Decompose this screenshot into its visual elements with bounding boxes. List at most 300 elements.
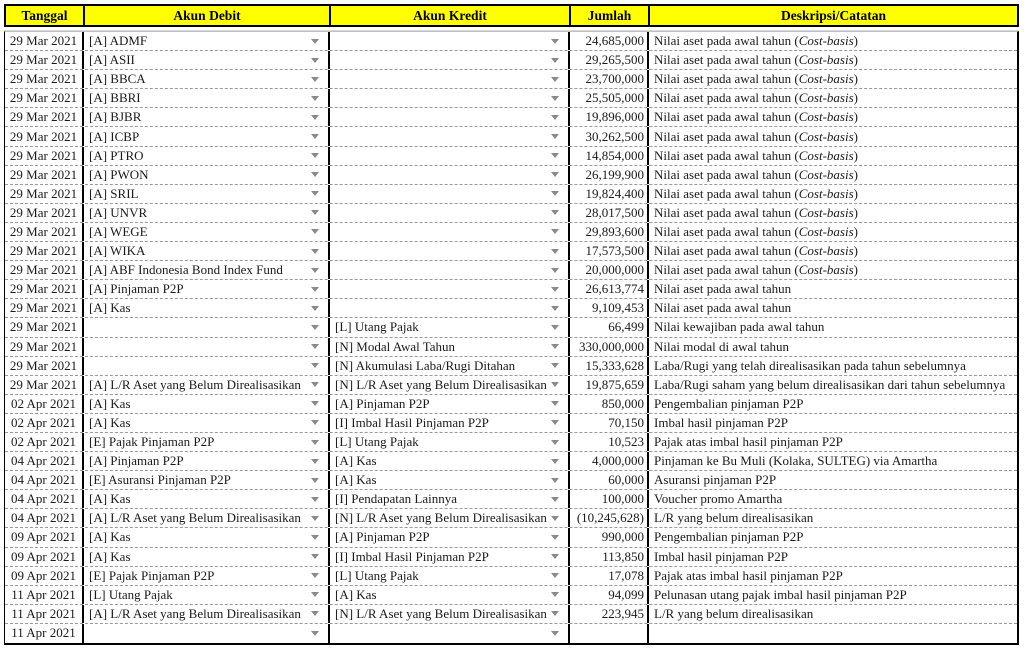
deskripsi-cell[interactable]	[649, 586, 1017, 604]
dropdown-arrow-icon[interactable]	[551, 344, 559, 349]
dropdown-arrow-icon[interactable]	[551, 249, 559, 254]
tanggal-cell[interactable]: 29 Mar 2021	[5, 108, 84, 126]
akun-debit-cell[interactable]	[84, 548, 330, 566]
dropdown-arrow-icon[interactable]	[311, 554, 319, 559]
jumlah-cell[interactable]: 10,523	[570, 433, 649, 451]
deskripsi-text: Pelunasan utang pajak imbal hasil pinjaman P2P	[654, 586, 907, 602]
akun-debit-cell[interactable]	[84, 108, 330, 126]
tanggal-cell[interactable]: 11 Apr 2021	[5, 624, 84, 643]
deskripsi-text: Nilai aset pada awal tahun (	[654, 223, 799, 239]
table-row	[5, 490, 1017, 509]
dropdown-arrow-icon[interactable]	[311, 440, 319, 445]
dropdown-arrow-icon[interactable]	[311, 191, 319, 196]
table-row	[5, 261, 1017, 280]
table-row	[5, 624, 1017, 643]
table-row	[5, 395, 1017, 414]
akun-debit-cell[interactable]	[84, 261, 330, 279]
dropdown-arrow-icon[interactable]	[311, 497, 319, 502]
akun-kredit-cell[interactable]	[330, 605, 570, 623]
akun-debit-cell[interactable]	[84, 471, 330, 489]
deskripsi-cell[interactable]	[649, 509, 1017, 527]
akun-kredit-cell[interactable]	[330, 452, 570, 470]
akun-kredit-cell[interactable]	[330, 567, 570, 585]
dropdown-arrow-icon[interactable]	[311, 96, 319, 101]
jumlah-cell[interactable]: 26,199,900	[570, 166, 649, 184]
deskripsi-text: Cost-basis	[798, 166, 854, 182]
table-row	[5, 299, 1017, 318]
tanggal-cell[interactable]: 29 Mar 2021	[5, 376, 84, 394]
tanggal-cell[interactable]: 04 Apr 2021	[5, 452, 84, 470]
jumlah-cell[interactable]: 20,000,000	[570, 261, 649, 279]
akun-kredit-cell[interactable]	[330, 414, 570, 432]
jumlah-cell[interactable]: 113,850	[570, 548, 649, 566]
table-row	[5, 318, 1017, 337]
deskripsi-text: Cost-basis	[798, 52, 854, 68]
akun-kredit-cell-value: [I] Imbal Hasil Pinjaman P2P	[335, 414, 489, 430]
dropdown-arrow-icon[interactable]	[551, 516, 559, 521]
akun-kredit-cell[interactable]	[330, 624, 570, 643]
dropdown-arrow-icon[interactable]	[551, 325, 559, 330]
jumlah-cell[interactable]: 9,109,453	[570, 299, 649, 317]
dropdown-arrow-icon[interactable]	[551, 115, 559, 120]
table-row	[5, 147, 1017, 166]
deskripsi-cell[interactable]	[649, 261, 1017, 279]
column-header-jumlah: Jumlah	[571, 6, 650, 25]
deskripsi-cell[interactable]	[649, 147, 1017, 165]
dropdown-arrow-icon[interactable]	[551, 39, 559, 44]
akun-debit-cell[interactable]	[84, 567, 330, 585]
akun-debit-cell[interactable]	[84, 357, 330, 375]
dropdown-arrow-icon[interactable]	[551, 382, 559, 387]
deskripsi-text: Nilai aset pada awal tahun (	[654, 147, 799, 163]
akun-debit-cell-value: [A] Kas	[89, 548, 131, 564]
akun-debit-cell-value: [E] Pajak Pinjaman P2P	[89, 434, 215, 450]
tanggal-cell[interactable]: 29 Mar 2021	[5, 127, 84, 145]
dropdown-arrow-icon[interactable]	[311, 306, 319, 311]
deskripsi-cell[interactable]	[649, 433, 1017, 451]
jumlah-cell[interactable]: 29,893,600	[570, 223, 649, 241]
akun-kredit-cell[interactable]	[330, 147, 570, 165]
akun-kredit-cell[interactable]	[330, 318, 570, 336]
dropdown-arrow-icon[interactable]	[311, 229, 319, 234]
dropdown-arrow-icon[interactable]	[551, 134, 559, 139]
deskripsi-text: Nilai aset pada awal tahun (	[654, 71, 799, 87]
akun-kredit-cell[interactable]	[330, 204, 570, 222]
tanggal-cell[interactable]: 02 Apr 2021	[5, 433, 84, 451]
jumlah-cell[interactable]: 17,573,500	[570, 242, 649, 260]
dropdown-arrow-icon[interactable]	[551, 363, 559, 368]
tanggal-cell[interactable]: 09 Apr 2021	[5, 548, 84, 566]
akun-kredit-cell[interactable]	[330, 586, 570, 604]
jumlah-cell[interactable]: 850,000	[570, 395, 649, 413]
akun-kredit-cell-value: [N] L/R Aset yang Belum Direalisasikan	[335, 605, 547, 621]
jumlah-cell[interactable]: 4,000,000	[570, 452, 649, 470]
deskripsi-cell[interactable]	[649, 471, 1017, 489]
table-row	[5, 338, 1017, 357]
akun-debit-cell-value: [A] Kas	[89, 414, 131, 430]
deskripsi-cell[interactable]	[649, 223, 1017, 241]
dropdown-arrow-icon[interactable]	[551, 497, 559, 502]
deskripsi-text: )	[853, 71, 858, 87]
dropdown-arrow-icon[interactable]	[311, 153, 319, 158]
jumlah-cell[interactable]: 66,499	[570, 318, 649, 336]
dropdown-arrow-icon[interactable]	[551, 58, 559, 63]
akun-debit-cell-value: [A] Kas	[89, 300, 131, 316]
akun-debit-cell[interactable]	[84, 89, 330, 107]
table-row	[5, 357, 1017, 376]
akun-kredit-cell[interactable]	[330, 395, 570, 413]
tanggal-cell[interactable]: 02 Apr 2021	[5, 414, 84, 432]
dropdown-arrow-icon[interactable]	[311, 573, 319, 578]
deskripsi-cell[interactable]	[649, 51, 1017, 69]
deskripsi-cell[interactable]	[649, 357, 1017, 375]
akun-kredit-cell[interactable]	[330, 242, 570, 260]
akun-debit-cell-value: [A] L/R Aset yang Belum Direalisasikan	[89, 510, 301, 526]
tanggal-cell[interactable]: 09 Apr 2021	[5, 567, 84, 585]
akun-kredit-cell[interactable]	[330, 299, 570, 317]
jumlah-cell[interactable]: 25,505,000	[570, 89, 649, 107]
akun-debit-cell[interactable]	[84, 624, 330, 643]
akun-kredit-cell[interactable]	[330, 471, 570, 489]
tanggal-cell[interactable]: 29 Mar 2021	[5, 204, 84, 222]
akun-kredit-cell[interactable]	[330, 32, 570, 50]
deskripsi-cell[interactable]	[649, 395, 1017, 413]
akun-kredit-cell[interactable]	[330, 51, 570, 69]
tanggal-cell[interactable]: 29 Mar 2021	[5, 32, 84, 50]
akun-kredit-cell-value: [L] Utang Pajak	[335, 319, 419, 335]
deskripsi-cell[interactable]	[649, 452, 1017, 470]
tanggal-cell[interactable]: 29 Mar 2021	[5, 89, 84, 107]
dropdown-arrow-icon[interactable]	[551, 535, 559, 540]
deskripsi-text: Nilai modal di awal tahun	[654, 338, 790, 354]
tanggal-cell[interactable]: 29 Mar 2021	[5, 185, 84, 203]
deskripsi-text: )	[853, 166, 858, 182]
akun-kredit-cell-value: [L] Utang Pajak	[335, 567, 419, 583]
dropdown-arrow-icon[interactable]	[551, 306, 559, 311]
table-row	[5, 108, 1017, 127]
dropdown-arrow-icon[interactable]	[311, 115, 319, 120]
table-row	[5, 433, 1017, 452]
dropdown-arrow-icon[interactable]	[551, 478, 559, 483]
table-row	[5, 185, 1017, 204]
akun-kredit-cell[interactable]	[330, 376, 570, 394]
akun-debit-cell[interactable]	[84, 490, 330, 508]
akun-debit-cell-value: [A] PWON	[89, 166, 149, 182]
akun-debit-cell[interactable]	[84, 433, 330, 451]
akun-kredit-cell[interactable]	[330, 261, 570, 279]
akun-debit-cell[interactable]	[84, 509, 330, 527]
dropdown-arrow-icon[interactable]	[311, 58, 319, 63]
tanggal-cell[interactable]: 09 Apr 2021	[5, 528, 84, 546]
akun-debit-cell[interactable]	[84, 414, 330, 432]
deskripsi-text: Nilai aset pada awal tahun (	[654, 52, 799, 68]
tanggal-cell[interactable]: 04 Apr 2021	[5, 509, 84, 527]
deskripsi-text: Cost-basis	[798, 90, 854, 106]
deskripsi-cell[interactable]	[649, 528, 1017, 546]
tanggal-cell[interactable]: 29 Mar 2021	[5, 147, 84, 165]
deskripsi-cell[interactable]	[649, 89, 1017, 107]
jumlah-cell[interactable]: (10,245,628)	[570, 509, 649, 527]
akun-debit-cell-value: [E] Asuransi Pinjaman P2P	[89, 472, 231, 488]
dropdown-arrow-icon[interactable]	[551, 573, 559, 578]
deskripsi-cell[interactable]	[649, 567, 1017, 585]
tanggal-cell[interactable]: 04 Apr 2021	[5, 490, 84, 508]
dropdown-arrow-icon[interactable]	[311, 134, 319, 139]
jumlah-cell[interactable]: 19,875,659	[570, 376, 649, 394]
jumlah-cell[interactable]: 19,824,400	[570, 185, 649, 203]
akun-kredit-cell[interactable]	[330, 166, 570, 184]
dropdown-arrow-icon[interactable]	[551, 420, 559, 425]
dropdown-arrow-icon[interactable]	[311, 344, 319, 349]
deskripsi-text: Pengembalian pinjaman P2P	[654, 529, 804, 545]
dropdown-arrow-icon[interactable]	[311, 535, 319, 540]
tanggal-cell[interactable]: 29 Mar 2021	[5, 242, 84, 260]
deskripsi-cell[interactable]	[649, 70, 1017, 88]
deskripsi-cell[interactable]	[649, 108, 1017, 126]
akun-debit-cell[interactable]	[84, 280, 330, 298]
akun-kredit-cell[interactable]	[330, 127, 570, 145]
dropdown-arrow-icon[interactable]	[311, 77, 319, 82]
dropdown-arrow-icon[interactable]	[311, 516, 319, 521]
dropdown-arrow-icon[interactable]	[551, 592, 559, 597]
akun-debit-cell[interactable]	[84, 127, 330, 145]
deskripsi-cell[interactable]	[649, 605, 1017, 623]
akun-debit-cell[interactable]	[84, 528, 330, 546]
akun-debit-cell[interactable]	[84, 299, 330, 317]
dropdown-arrow-icon[interactable]	[311, 420, 319, 425]
akun-kredit-cell[interactable]	[330, 338, 570, 356]
akun-debit-cell[interactable]	[84, 223, 330, 241]
akun-kredit-cell[interactable]	[330, 108, 570, 126]
akun-debit-cell[interactable]	[84, 51, 330, 69]
deskripsi-cell[interactable]	[649, 490, 1017, 508]
jumlah-cell[interactable]: 14,854,000	[570, 147, 649, 165]
akun-debit-cell-value: [A] SRIL	[89, 185, 139, 201]
deskripsi-text: )	[853, 52, 858, 68]
table-row	[5, 376, 1017, 395]
deskripsi-cell[interactable]	[649, 414, 1017, 432]
dropdown-arrow-icon[interactable]	[551, 153, 559, 158]
akun-debit-cell[interactable]	[84, 452, 330, 470]
dropdown-arrow-icon[interactable]	[551, 210, 559, 215]
tanggal-cell[interactable]: 29 Mar 2021	[5, 280, 84, 298]
deskripsi-text: Nilai aset pada awal tahun (	[654, 166, 799, 182]
akun-kredit-cell-value: [A] Kas	[335, 586, 377, 602]
akun-debit-cell[interactable]	[84, 204, 330, 222]
tanggal-cell[interactable]: 29 Mar 2021	[5, 357, 84, 375]
akun-debit-cell-value: [A] Kas	[89, 529, 131, 545]
akun-debit-cell[interactable]	[84, 376, 330, 394]
jumlah-cell[interactable]: 15,333,628	[570, 357, 649, 375]
deskripsi-text: Imbal hasil pinjaman P2P	[654, 548, 788, 564]
dropdown-arrow-icon[interactable]	[551, 287, 559, 292]
deskripsi-cell[interactable]	[649, 185, 1017, 203]
dropdown-arrow-icon[interactable]	[311, 172, 319, 177]
dropdown-arrow-icon[interactable]	[311, 478, 319, 483]
akun-kredit-cell[interactable]	[330, 357, 570, 375]
deskripsi-cell[interactable]	[649, 242, 1017, 260]
akun-kredit-cell[interactable]	[330, 433, 570, 451]
deskripsi-text: Nilai aset pada awal tahun (	[654, 204, 799, 220]
tanggal-cell[interactable]: 04 Apr 2021	[5, 471, 84, 489]
column-header-deskripsi: Deskripsi/Catatan	[780, 8, 886, 23]
akun-debit-cell[interactable]	[84, 70, 330, 88]
jumlah-cell[interactable]: 19,896,000	[570, 108, 649, 126]
deskripsi-text: Nilai kewajiban pada awal tahun	[654, 319, 825, 335]
tanggal-cell[interactable]: 02 Apr 2021	[5, 395, 84, 413]
deskripsi-text: Cost-basis	[798, 223, 854, 239]
tanggal-cell[interactable]: 29 Mar 2021	[5, 338, 84, 356]
dropdown-arrow-icon[interactable]	[551, 96, 559, 101]
deskripsi-text: Cost-basis	[798, 243, 854, 259]
deskripsi-text: )	[853, 128, 858, 144]
jumlah-cell[interactable]: 24,685,000	[570, 32, 649, 50]
deskripsi-cell[interactable]	[649, 299, 1017, 317]
dropdown-arrow-icon[interactable]	[551, 229, 559, 234]
deskripsi-cell[interactable]	[649, 338, 1017, 356]
akun-debit-cell[interactable]	[84, 166, 330, 184]
dropdown-arrow-icon[interactable]	[311, 363, 319, 368]
dropdown-arrow-icon[interactable]	[311, 401, 319, 406]
dropdown-arrow-icon[interactable]	[551, 631, 559, 636]
dropdown-arrow-icon[interactable]	[311, 39, 319, 44]
dropdown-arrow-icon[interactable]	[311, 382, 319, 387]
jumlah-cell[interactable]: 94,099	[570, 586, 649, 604]
dropdown-arrow-icon[interactable]	[311, 459, 319, 464]
tanggal-cell[interactable]: 29 Mar 2021	[5, 70, 84, 88]
akun-debit-cell[interactable]	[84, 147, 330, 165]
jumlah-cell[interactable]: 60,000	[570, 471, 649, 489]
akun-debit-cell[interactable]	[84, 395, 330, 413]
deskripsi-text: Pajak atas imbal hasil pinjaman P2P	[654, 567, 843, 583]
akun-kredit-cell[interactable]	[330, 89, 570, 107]
jumlah-cell[interactable]: 30,262,500	[570, 127, 649, 145]
dropdown-arrow-icon[interactable]	[551, 611, 559, 616]
tanggal-cell[interactable]: 29 Mar 2021	[5, 318, 84, 336]
table-row	[5, 32, 1017, 51]
jumlah-cell[interactable]: 26,613,774	[570, 280, 649, 298]
deskripsi-cell[interactable]	[649, 32, 1017, 50]
deskripsi-text: )	[853, 243, 858, 259]
dropdown-arrow-icon[interactable]	[551, 459, 559, 464]
dropdown-arrow-icon[interactable]	[311, 268, 319, 273]
table-row	[5, 509, 1017, 528]
deskripsi-text: )	[853, 109, 858, 125]
akun-debit-cell-value: [A] L/R Aset yang Belum Direalisasikan	[89, 376, 301, 392]
deskripsi-text: Imbal hasil pinjaman P2P	[654, 414, 788, 430]
jumlah-cell[interactable]: 29,265,500	[570, 51, 649, 69]
akun-debit-cell-value: [A] BBCA	[89, 71, 146, 87]
deskripsi-text: )	[853, 33, 858, 49]
tanggal-cell[interactable]: 11 Apr 2021	[5, 586, 84, 604]
table-row	[5, 223, 1017, 242]
deskripsi-cell[interactable]	[649, 376, 1017, 394]
dropdown-arrow-icon[interactable]	[311, 249, 319, 254]
jumlah-cell[interactable]	[570, 624, 649, 643]
deskripsi-text: Cost-basis	[798, 204, 854, 220]
akun-debit-cell[interactable]	[84, 32, 330, 50]
dropdown-arrow-icon[interactable]	[551, 401, 559, 406]
deskripsi-cell[interactable]	[649, 127, 1017, 145]
akun-debit-cell-value: [A] UNVR	[89, 204, 148, 220]
jumlah-cell[interactable]: 990,000	[570, 528, 649, 546]
akun-kredit-cell[interactable]	[330, 528, 570, 546]
tanggal-cell[interactable]: 29 Mar 2021	[5, 51, 84, 69]
akun-debit-cell-value: [A] Kas	[89, 395, 131, 411]
dropdown-arrow-icon[interactable]	[311, 325, 319, 330]
deskripsi-text: Nilai aset pada awal tahun	[654, 281, 792, 297]
jumlah-cell[interactable]: 28,017,500	[570, 204, 649, 222]
akun-kredit-cell[interactable]	[330, 548, 570, 566]
dropdown-arrow-icon[interactable]	[551, 554, 559, 559]
dropdown-arrow-icon[interactable]	[551, 191, 559, 196]
tanggal-cell[interactable]: 29 Mar 2021	[5, 223, 84, 241]
table-row	[5, 548, 1017, 567]
jumlah-cell[interactable]: 100,000	[570, 490, 649, 508]
tanggal-cell[interactable]: 11 Apr 2021	[5, 605, 84, 623]
dropdown-arrow-icon[interactable]	[311, 611, 319, 616]
akun-kredit-cell[interactable]	[330, 185, 570, 203]
akun-debit-cell[interactable]	[84, 605, 330, 623]
akun-debit-cell-value: [A] ASII	[89, 52, 135, 68]
akun-kredit-cell[interactable]	[330, 509, 570, 527]
akun-debit-cell-value: [A] Kas	[89, 491, 131, 507]
akun-debit-cell-value: [A] Pinjaman P2P	[89, 281, 184, 297]
deskripsi-cell[interactable]	[649, 548, 1017, 566]
akun-kredit-cell[interactable]	[330, 490, 570, 508]
jumlah-cell[interactable]: 330,000,000	[570, 338, 649, 356]
akun-debit-cell[interactable]	[84, 242, 330, 260]
jumlah-cell[interactable]: 223,945	[570, 605, 649, 623]
jumlah-cell[interactable]: 23,700,000	[570, 70, 649, 88]
akun-debit-cell[interactable]	[84, 318, 330, 336]
deskripsi-text: )	[853, 90, 858, 106]
dropdown-arrow-icon[interactable]	[551, 268, 559, 273]
akun-kredit-cell-value: [A] Pinjaman P2P	[335, 529, 430, 545]
dropdown-arrow-icon[interactable]	[551, 77, 559, 82]
akun-debit-cell-value: [A] ADMF	[89, 33, 148, 49]
akun-debit-cell[interactable]	[84, 185, 330, 203]
tanggal-cell[interactable]: 29 Mar 2021	[5, 166, 84, 184]
tanggal-cell[interactable]: 29 Mar 2021	[5, 261, 84, 279]
dropdown-arrow-icon[interactable]	[311, 592, 319, 597]
deskripsi-cell[interactable]	[649, 166, 1017, 184]
akun-debit-cell-value: [L] Utang Pajak	[89, 586, 173, 602]
akun-debit-cell-value: [A] L/R Aset yang Belum Direalisasikan	[89, 605, 301, 621]
dropdown-arrow-icon[interactable]	[311, 210, 319, 215]
dropdown-arrow-icon[interactable]	[551, 440, 559, 445]
dropdown-arrow-icon[interactable]	[311, 287, 319, 292]
deskripsi-cell[interactable]	[649, 204, 1017, 222]
akun-kredit-cell[interactable]	[330, 70, 570, 88]
akun-kredit-cell[interactable]	[330, 223, 570, 241]
akun-kredit-cell[interactable]	[330, 280, 570, 298]
deskripsi-cell[interactable]	[649, 280, 1017, 298]
akun-debit-cell[interactable]	[84, 586, 330, 604]
dropdown-arrow-icon[interactable]	[311, 631, 319, 636]
deskripsi-text: Cost-basis	[798, 109, 854, 125]
deskripsi-cell[interactable]	[649, 318, 1017, 336]
jumlah-cell[interactable]: 70,150	[570, 414, 649, 432]
akun-debit-cell[interactable]	[84, 338, 330, 356]
table-body	[4, 31, 1019, 645]
tanggal-cell[interactable]: 29 Mar 2021	[5, 299, 84, 317]
deskripsi-cell[interactable]	[649, 624, 1017, 643]
table-row	[5, 567, 1017, 586]
dropdown-arrow-icon[interactable]	[551, 172, 559, 177]
journal-spreadsheet	[4, 4, 1019, 645]
jumlah-cell[interactable]: 17,078	[570, 567, 649, 585]
